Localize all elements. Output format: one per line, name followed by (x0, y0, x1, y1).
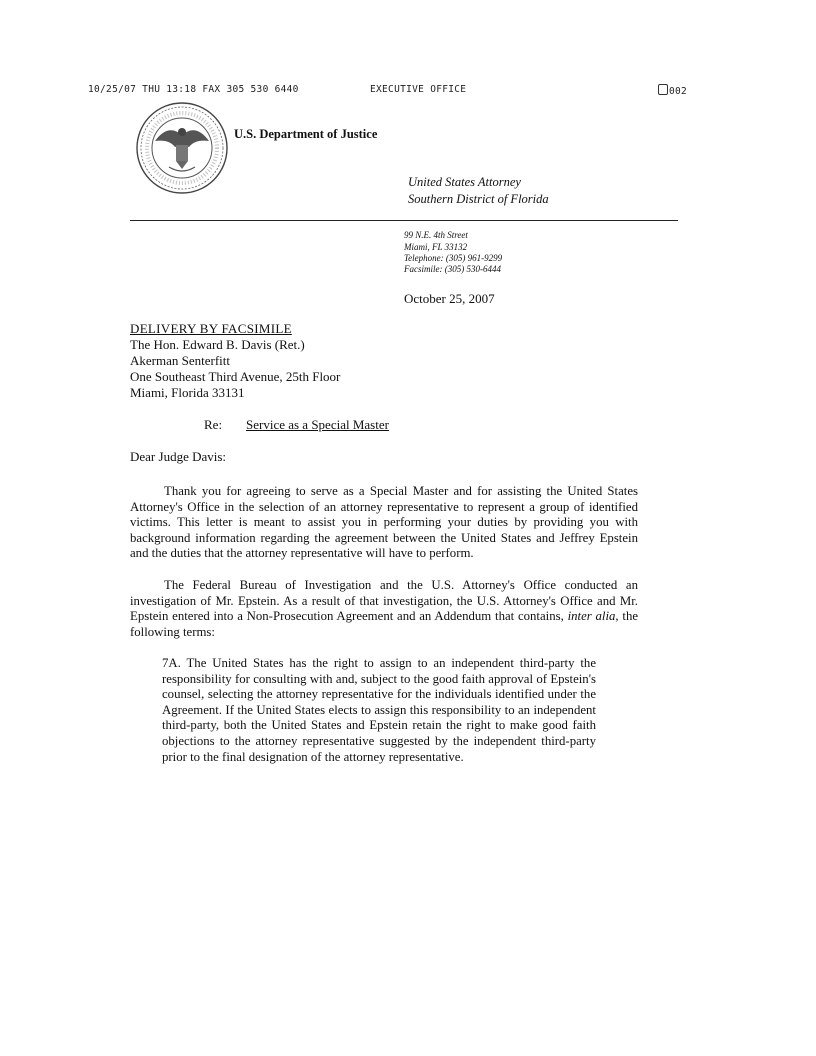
quoted-term-7a: 7A. The United States has the right to assign to an independent third-party the responsibility for consulting with and, subject to the good faith approval of Epstein's counsel, selecting the attorney representative for the individuals identified under the Agreement. If the United States elects to assign this responsibility to an independent third-party, both the United States and Epstein retain the right to make good faith objections to the attorney representative suggested by the independent third-party prior to the final designation of the attorney representative. (162, 656, 596, 764)
fax-page-icon (658, 84, 668, 95)
office-district: Southern District of Florida (408, 192, 549, 206)
body-paragraph-1: Thank you for agreeing to serve as a Special Master and for assisting the United States Attorney's Office in the selection of an attorney representative to represent a group of identified victims. This letter is meant to assist you in performing your duties by providing you with background information regarding the agreement between the United States and Jeffrey Epstein and the duties that the attorney representative will have to perform. (130, 484, 638, 561)
fax-header-office: EXECUTIVE OFFICE (370, 84, 467, 95)
fax-header-page (658, 84, 687, 97)
body-paragraph-2-end: the following terms: (130, 609, 639, 639)
department-name: U.S. Department of Justice (234, 127, 378, 141)
recipient-city: Miami, Florida 33131 (130, 385, 245, 400)
letter-date: October 25, 2007 (404, 291, 495, 306)
office-telephone: Telephone: (305) 961-9299 (404, 253, 503, 263)
fax-header-date-line: 10/25/07 THU 13:18 FAX 305 530 6440 (88, 84, 299, 95)
inter-alia-text: inter alia, (567, 609, 619, 624)
doj-seal-icon (135, 101, 229, 195)
office-address-street: 99 N.E. 4th Street (404, 230, 468, 240)
delivery-method: DELIVERY BY FACSIMILE (130, 321, 292, 336)
body-paragraph-2 (130, 578, 638, 640)
body-paragraph-2-text: The Federal Bureau of Investigation and the U.S. Attorney's Office conducted an investigation of Mr. Epstein. As a result of that investigation, the U.S. Attorney's Office and Mr. Epstein entered into a Non-Prosecution Agreement and an Addendum that contains, (130, 578, 638, 624)
recipient-street: One Southeast Third Avenue, 25th Floor (130, 369, 341, 384)
letterhead-divider (130, 220, 678, 221)
fax-page-number: 002 (669, 86, 688, 97)
office-title: United States Attorney (408, 175, 521, 189)
salutation: Dear Judge Davis: (130, 449, 227, 464)
recipient-firm: Akerman Senterfitt (130, 353, 230, 368)
re-subject: Service as a Special Master (246, 417, 389, 432)
recipient-name: The Hon. Edward B. Davis (Ret.) (130, 337, 305, 352)
office-facsimile: Facsimile: (305) 530-6444 (404, 264, 501, 274)
re-label: Re: (204, 417, 223, 432)
office-address-city: Miami, FL 33132 (404, 242, 468, 252)
